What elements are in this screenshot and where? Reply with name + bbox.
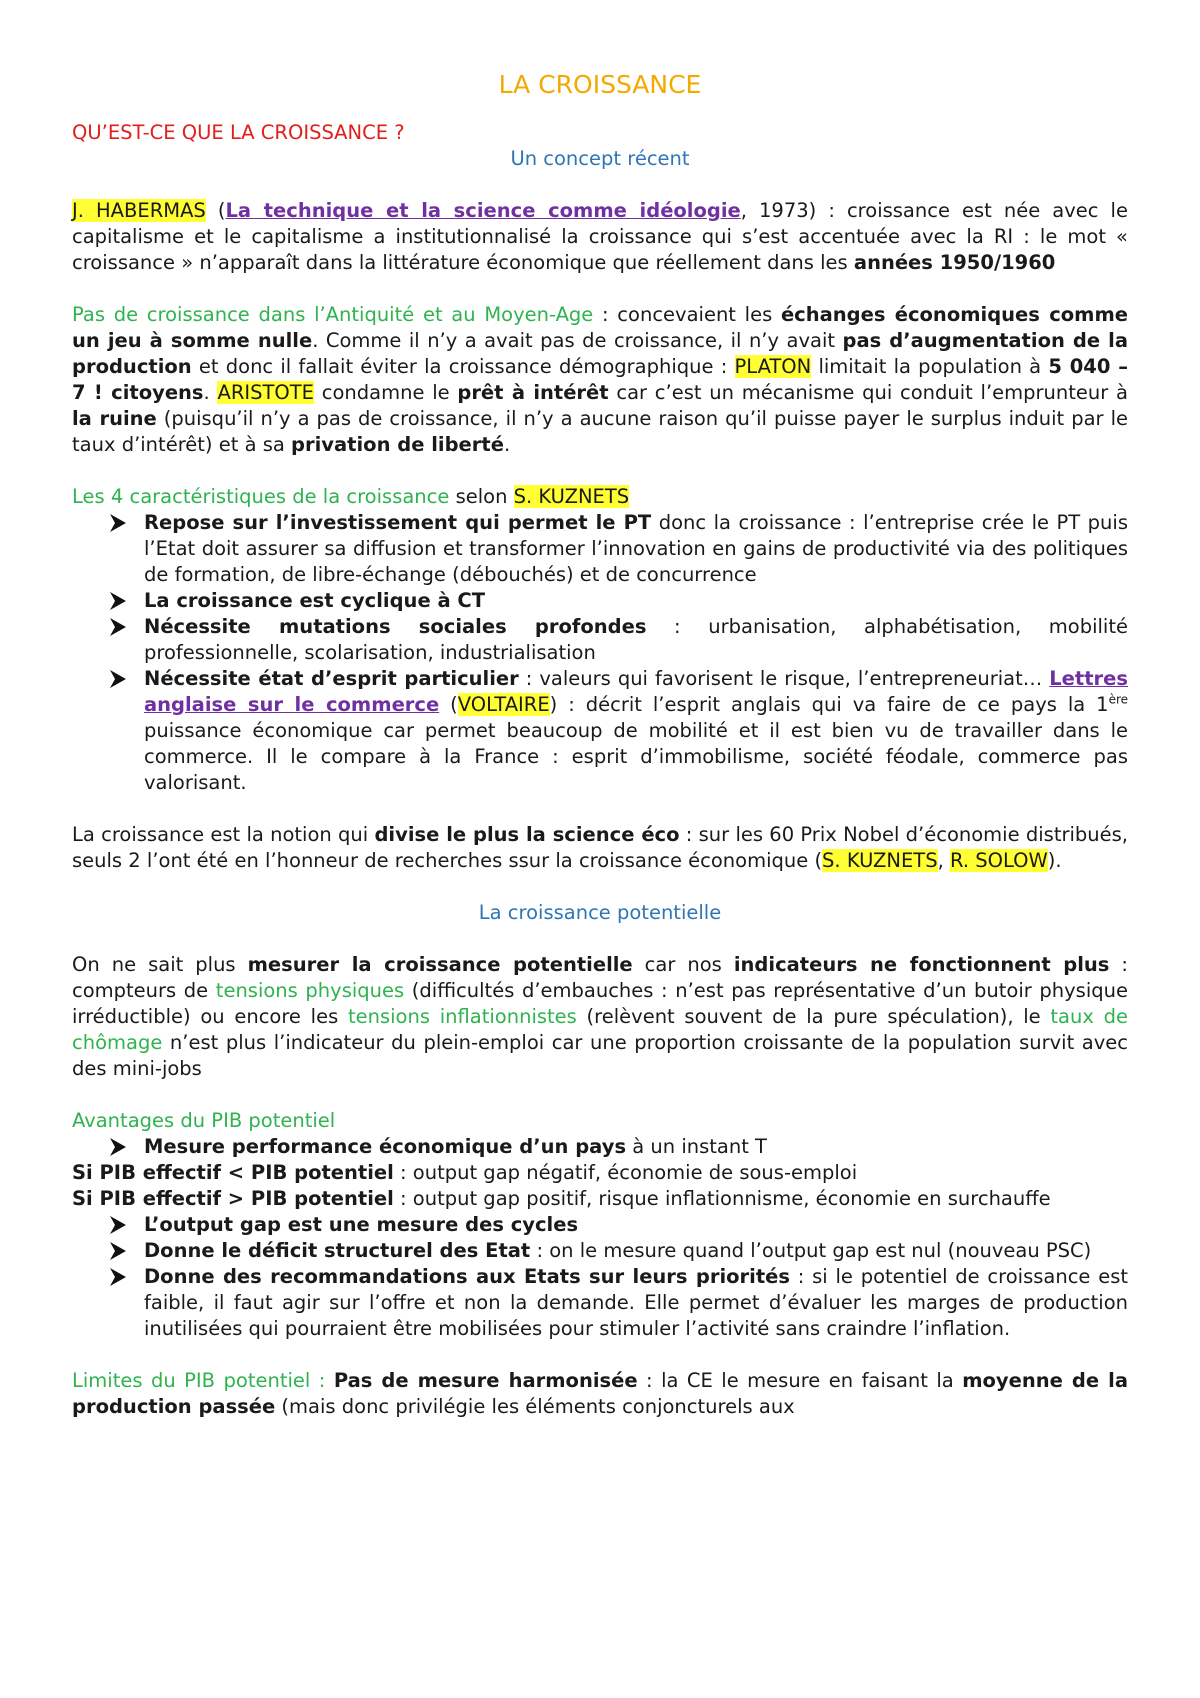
antiquite-paragraph: Pas de croissance dans l’Antiquité et au Moyen-Age : concevaient les échanges économiques comme un jeu à somme nulle. Comme il n’y a avait pas de croissance, il n’y avait pas d’augmentation de la production et donc il fallait éviter la croissance démographique : PLATON limitait la population à 5 040 – 7 ! citoyens. ARISTOTE condamne le prêt à intérêt car c’est un mécanisme qui conduit l’emprunteur à la ruine (puisqu’il n’y a pas de croissance, il n’y a aucune raison qu’il puisse payer le surplus induit par le taux d’intérêt) et à sa privation de liberté.	[72, 303, 1129, 456]
arrow-bullet-icon	[109, 591, 127, 611]
author-kuznets: S. KUZNETS	[822, 849, 938, 872]
avantages-heading: Avantages du PIB potentiel	[72, 1109, 336, 1132]
author-voltaire: VOLTAIRE	[457, 693, 550, 716]
avantages-list-1	[72, 1134, 1128, 1160]
book-link[interactable]: La technique et la science comme idéologie	[225, 199, 741, 222]
kuznets-heading: Les 4 caractéristiques de la croissance selon S. KUZNETS	[72, 485, 630, 508]
list-item: Nécessite état d’esprit particulier : valeurs qui favorisent le risque, l’entrepreneuriat… Lettres anglaise sur le commerce (VOLTAIRE) : décrit l’esprit anglais qui va faire de ce pays la 1ère puissance économique car permet beaucoup de mobilité et il est bien vu de travailler dans le commerce. Il le compare à la France : esprit d’immobilisme, société féodale, commerce pas valorisant.	[109, 666, 1128, 796]
si-superieur: Si PIB effectif > PIB potentiel : output gap positif, risque inflationnisme, économie en surchauffe	[72, 1187, 1051, 1210]
list-item: Nécessite mutations sociales profondes : urbanisation, alphabétisation, mobilité professionnelle, scolarisation, industrialisation	[109, 614, 1128, 666]
list-item: Donne des recommandations aux Etats sur leurs priorités : si le potentiel de croissance est faible, il faut agir sur l’offre et non la demande. Elle permet d’évaluer les marges de production inutilisées qui pourraient être mobilisées pour stimuler l’activité sans craindre l’inflation.	[109, 1264, 1128, 1342]
section-heading: QU’EST-CE QUE LA CROISSANCE ?	[72, 121, 405, 144]
list-item: Donne le déficit structurel des Etat : on le mesure quand l’output gap est nul (nouveau PSC)	[109, 1238, 1128, 1264]
arrow-bullet-icon	[109, 1137, 127, 1157]
arrow-bullet-icon	[109, 617, 127, 637]
nobel-paragraph: La croissance est la notion qui divise le plus la science éco : sur les 60 Prix Nobel d’économie distribués, seuls 2 l’ont été en l’honneur de recherches ssur la croissance économique (S. KUZNETS, R. SOLOW).	[72, 823, 1128, 872]
author-solow: R. SOLOW	[949, 849, 1048, 872]
arrow-bullet-icon	[109, 513, 127, 533]
list-item: L’output gap est une mesure des cycles	[109, 1212, 1128, 1238]
kuznets-list	[72, 510, 1128, 796]
si-inferieur: Si PIB effectif < PIB potentiel : output gap négatif, économie de sous-emploi	[72, 1161, 858, 1184]
arrow-bullet-icon	[109, 1215, 127, 1235]
subheading-concept: Un concept récent	[510, 147, 690, 170]
list-item: La croissance est cyclique à CT	[109, 588, 1128, 614]
limites-paragraph: Limites du PIB potentiel : Pas de mesure harmonisée : la CE le mesure en faisant la moyenne de la production passée (mais donc privilégie les éléments conjoncturels aux	[72, 1369, 1128, 1418]
author-kuznets: S. KUZNETS	[513, 485, 630, 508]
list-item: Mesure performance économique d’un pays à un instant T	[109, 1134, 1128, 1160]
page-title: LA CROISSANCE	[498, 70, 702, 99]
author-habermas: J. HABERMAS	[72, 199, 206, 222]
avantages-list-2	[72, 1212, 1128, 1342]
arrow-bullet-icon	[109, 669, 127, 689]
mesure-paragraph: On ne sait plus mesurer la croissance potentielle car nos indicateurs ne fonctionnent plus : compteurs de tensions physiques (difficultés d’embauches : n’est pas représentative d’un butoir physique irréductible) ou encore les tensions inflationnistes (relèvent souvent de la pure spéculation), le taux de chômage n’est plus l’indicateur du plein-emploi car une proportion croissante de la population survit avec des mini-jobs	[72, 953, 1129, 1080]
arrow-bullet-icon	[109, 1267, 127, 1287]
arrow-bullet-icon	[109, 1241, 127, 1261]
voltaire-book-link[interactable]: Lettres anglaise sur le commerce	[144, 667, 1128, 716]
habermas-paragraph: J. HABERMAS (La technique et la science comme idéologie, 1973) : croissance est née avec le capitalisme et le capitalisme a institutionnalisé la croissance qui s’est accentuée avec la RI : le mot « croissance » n’apparaît dans la littérature économique que réellement dans les années 1950/1960	[72, 199, 1128, 274]
author-platon: PLATON	[734, 355, 812, 378]
list-item: Repose sur l’investissement qui permet le PT donc la croissance : l’entreprise crée le PT puis l’Etat doit assurer sa diffusion et transformer l’innovation en gains de productivité via des politiques de formation, de libre-échange (débouchés) et de concurrence	[109, 510, 1128, 588]
author-aristote: ARISTOTE	[217, 381, 314, 404]
subheading-potentielle: La croissance potentielle	[478, 901, 722, 924]
